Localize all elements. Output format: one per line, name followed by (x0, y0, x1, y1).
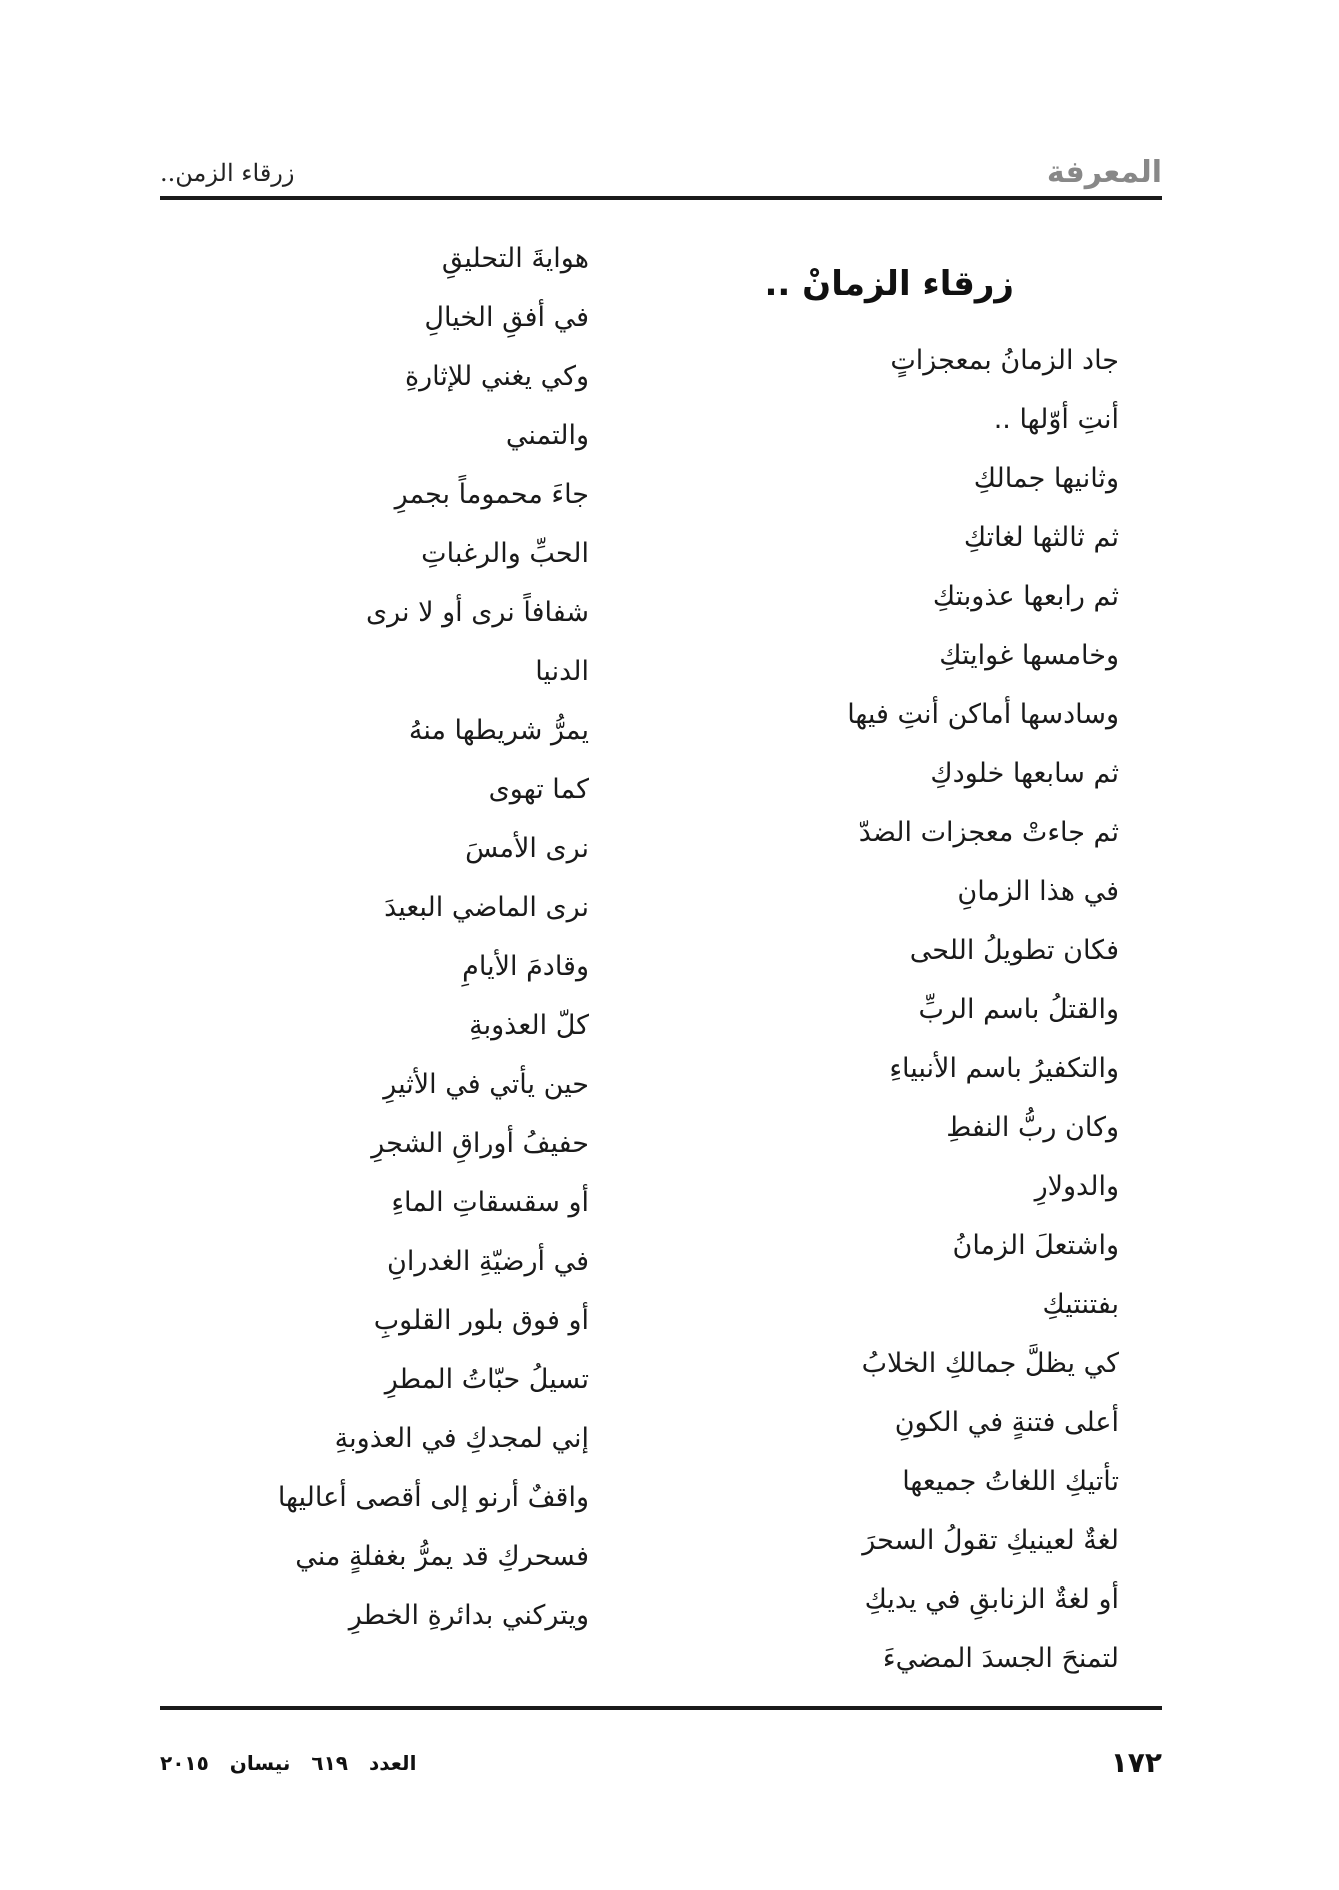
poem-line: وخامسها غوايتكِ (939, 640, 1119, 671)
poem-line: وسادسها أماكن أنتِ فيها (847, 699, 1119, 730)
running-title: زرقاء الزمن.. (160, 159, 295, 187)
poem-line: الحبِّ والرغباتِ (421, 538, 589, 569)
poem-line: فكان تطويلُ اللحى (909, 935, 1119, 966)
poem-line: أو سقسقاتِ الماءِ (391, 1187, 589, 1218)
poem-line: بفتنتيكِ (1042, 1289, 1119, 1320)
poem-line: أو لغةٌ الزنابقِ في يديكِ (864, 1584, 1119, 1615)
poem-line: حين يأتي في الأثيرِ (383, 1069, 589, 1100)
poem-line: كي يظلَّ جمالكِ الخلابُ (861, 1348, 1119, 1379)
poem-line: واقفٌ أرنو إلى أقصى أعاليها (277, 1482, 589, 1513)
poem-line: ويتركني بدائرةِ الخطرِ (348, 1600, 589, 1631)
poem-line: إني لمجدكِ في العذوبةِ (334, 1423, 589, 1454)
poem-line: والتمني (505, 420, 589, 451)
poem-line: ثم جاءتْ معجزات الضدّ (858, 817, 1119, 848)
poem-line: يمرُّ شريطها منهُ (408, 715, 589, 746)
issue-info: العدد ٦١٩ نيسان ٢٠١٥ (160, 1751, 417, 1775)
poem-line: وثانيها جمالكِ (973, 463, 1119, 494)
poem-title: زرقاء الزمانْ .. (764, 263, 1014, 304)
magazine-logo: المعرفة (1046, 155, 1162, 190)
poem-line: والدولارِ (1034, 1171, 1119, 1202)
poem-line: جاد الزمانُ بمعجزاتٍ (890, 345, 1119, 376)
poem-line: كلّ العذوبةِ (469, 1010, 589, 1041)
poem-line: تأتيكِ اللغاتُ جميعها (902, 1466, 1119, 1497)
poem-line: فسحركِ قد يمرُّ بغفلةٍ مني (295, 1541, 589, 1572)
poem-line: ثم سابعها خلودكِ (930, 758, 1119, 789)
page-number: ١٧٢ (1110, 1746, 1162, 1779)
poem-line: جاءَ محموماً بجمرِ (394, 479, 589, 510)
poem-line: نرى الأمسَ (465, 833, 589, 864)
poem-line: واشتعلَ الزمانُ (952, 1230, 1119, 1261)
poem-line: نرى الماضي البعيدَ (384, 892, 589, 923)
header-divider (160, 196, 1162, 200)
poem-line: لغةٌ لعينيكِ تقولُ السحرَ (862, 1525, 1119, 1556)
poem-line: تسيلُ حبّاتُ المطرِ (384, 1364, 589, 1395)
poem-line: أعلى فتنةٍ في الكونِ (894, 1407, 1119, 1438)
poem-line: شفافاً نرى أو لا نرى (365, 597, 589, 628)
poem-line: حفيفُ أوراقِ الشجرِ (371, 1128, 589, 1159)
poem-line: ثم ثالثها لغاتكِ (963, 522, 1119, 553)
poem-line: وكان ربُّ النفطِ (946, 1112, 1119, 1143)
poem-line: وكي يغني للإثارةِ (404, 361, 589, 392)
page-footer (160, 1746, 1162, 1786)
poem-line: وقادمَ الأيامِ (462, 951, 589, 982)
poem-line: لتمنحَ الجسدَ المضيءَ (882, 1643, 1119, 1674)
poem-column-left (189, 234, 589, 1650)
poem-line: أو فوق بلور القلوبِ (373, 1305, 589, 1336)
page-header (160, 150, 1162, 194)
poem-line: الدنيا (535, 656, 589, 687)
poem-line: في أرضيّةِ الغدرانِ (387, 1246, 589, 1277)
poem-line: أنتِ أوّلها .. (993, 404, 1119, 435)
poem-line: والقتلُ باسم الربِّ (918, 994, 1119, 1025)
poem-column-right (639, 336, 1119, 1693)
poem-line: والتكفيرُ باسم الأنبياءِ (889, 1053, 1119, 1084)
footer-divider (160, 1706, 1162, 1710)
poem-line: ثم رابعها عذوبتكِ (932, 581, 1119, 612)
poem-line: في أفقِ الخيالِ (424, 302, 589, 333)
poem-line: كما تهوى (488, 774, 589, 805)
poem-line: في هذا الزمانِ (957, 876, 1119, 907)
poem-line: هوايةَ التحليقِ (441, 243, 589, 274)
